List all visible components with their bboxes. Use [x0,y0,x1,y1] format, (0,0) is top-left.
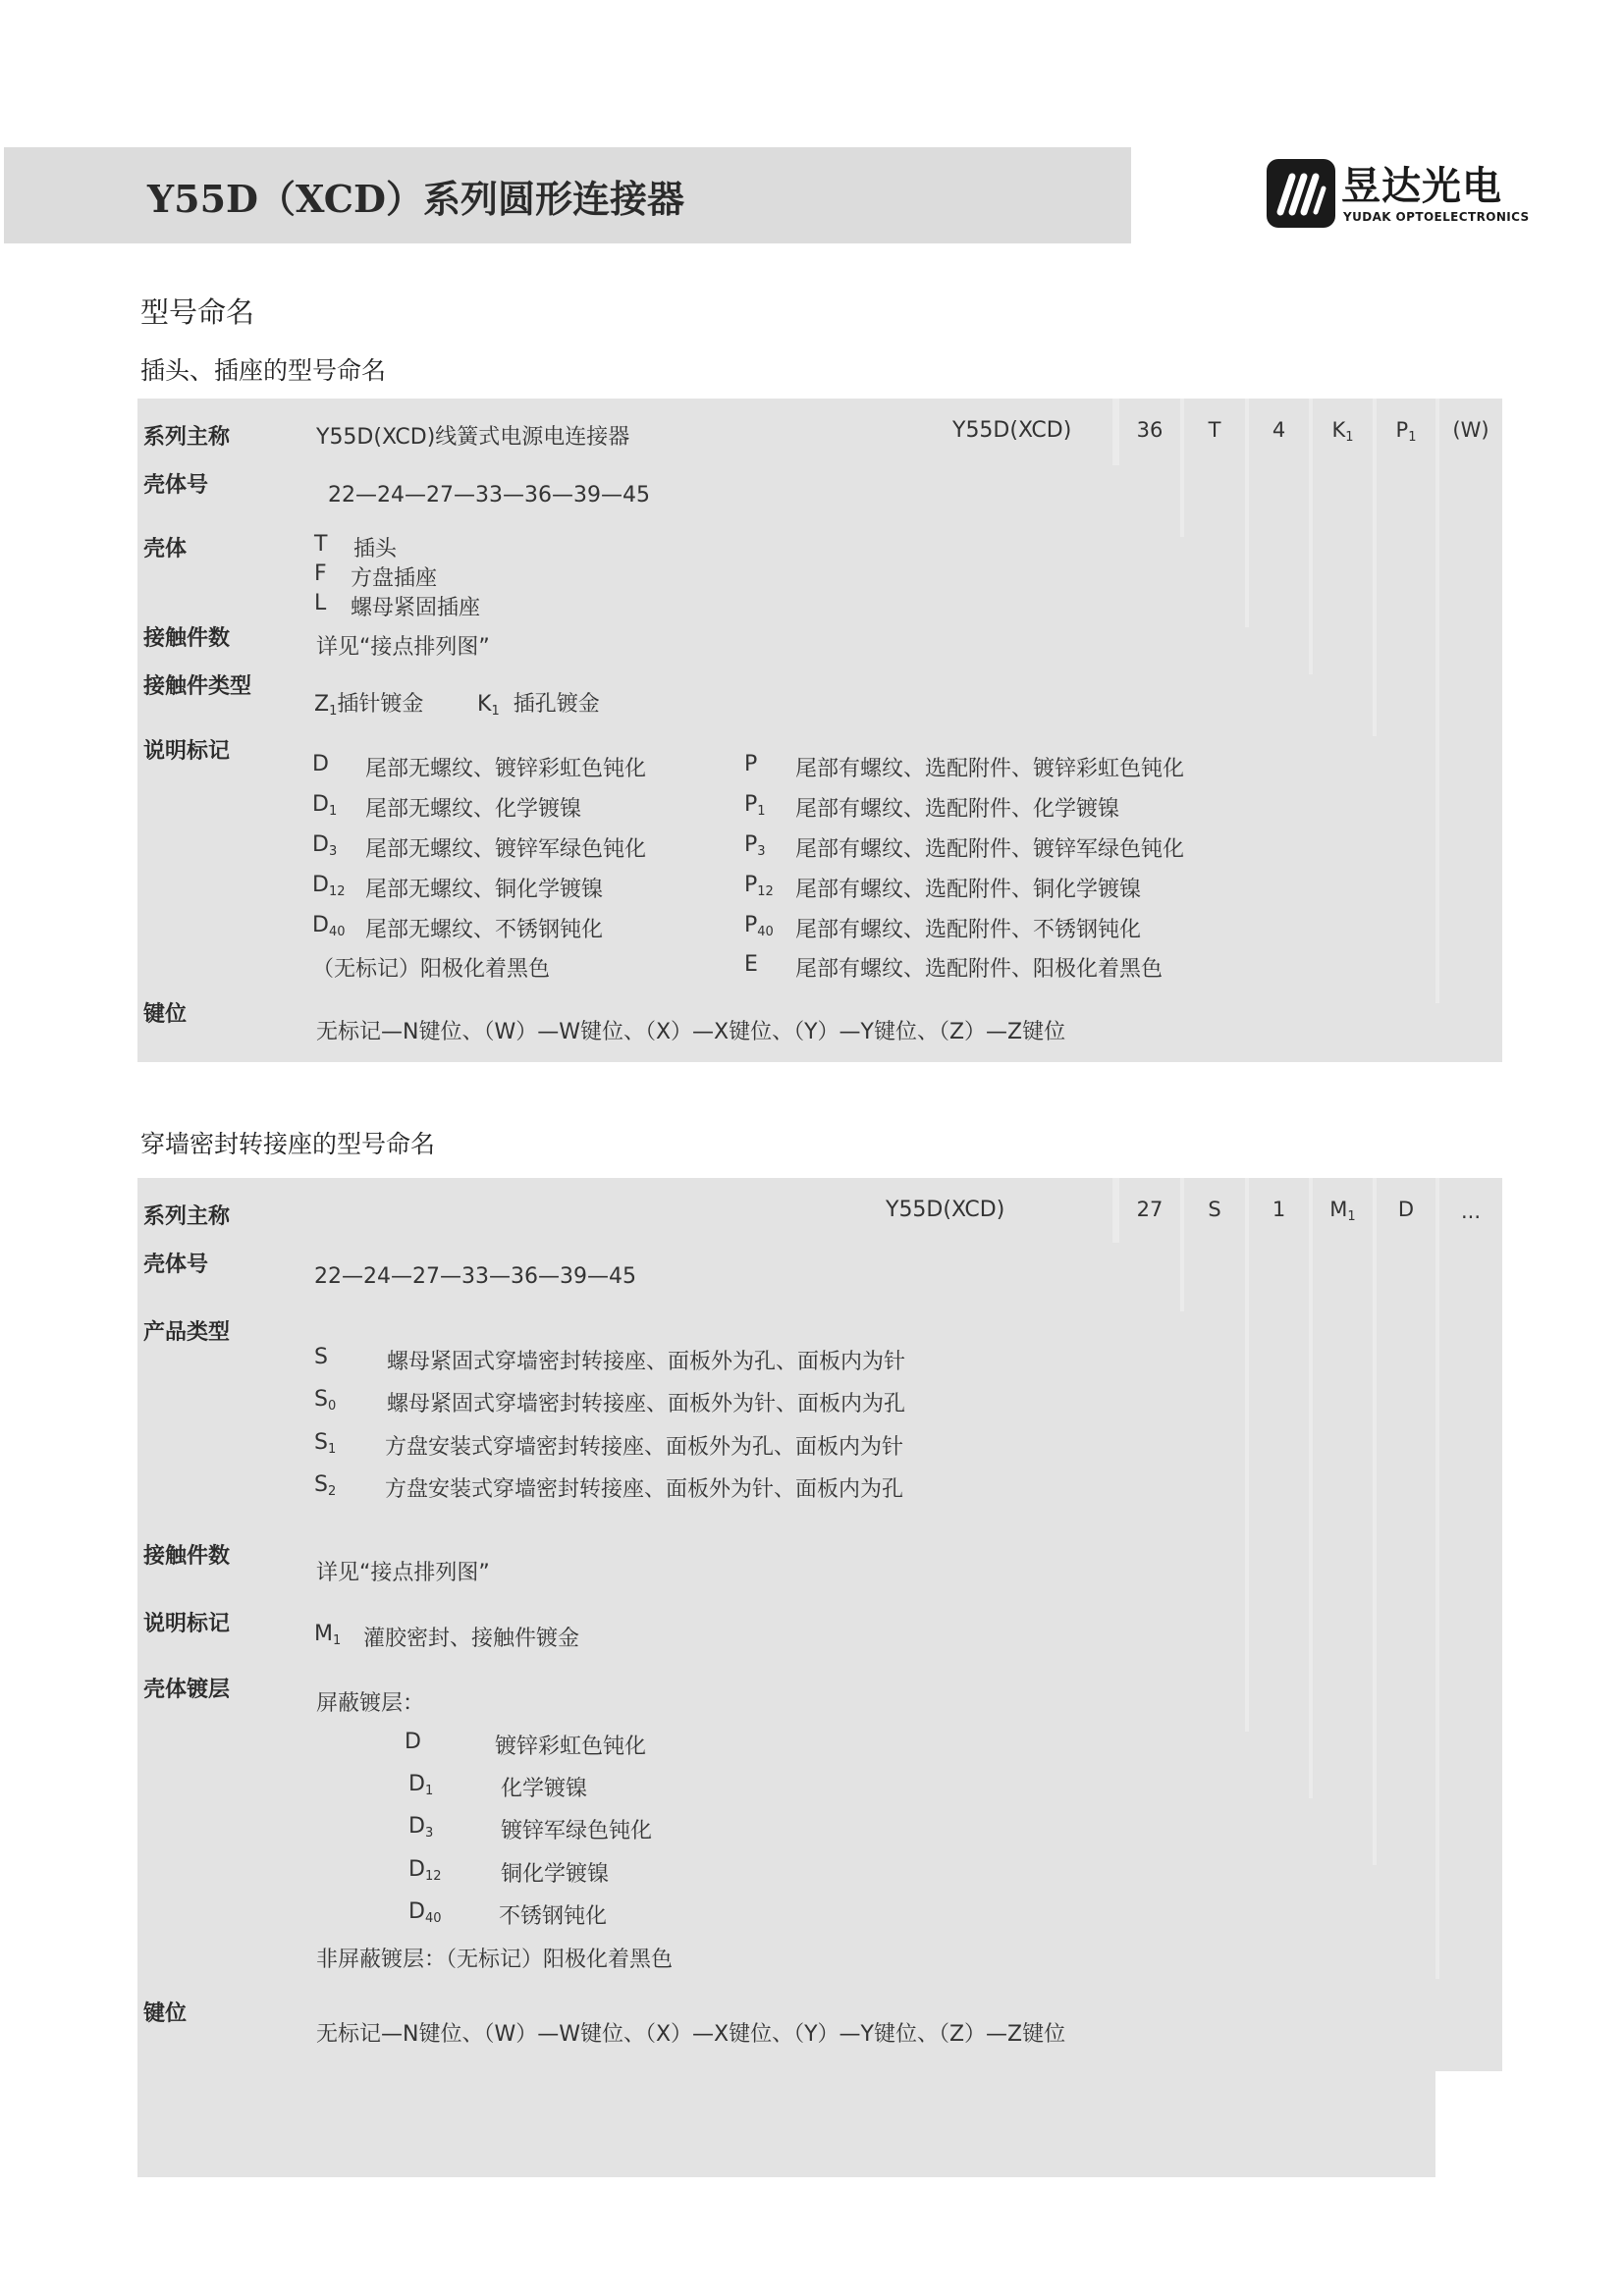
plating-code: $D_{40}$ [408,1899,442,1926]
row-label-series: 系列主称 [143,1204,231,1229]
row-label-contact-count: 接触件数 [143,626,231,651]
row-label-shell-no: 壳体号 [143,473,209,498]
series-model: Y55D(XCD) [886,1198,1005,1222]
feedthrough-naming-diagram [137,1178,1502,2071]
plating-code: D [405,1730,421,1754]
remark-text: 尾部无螺纹、镀锌军绿色钝化 [365,837,647,862]
row-label-remarks: 说明标记 [143,739,231,764]
list-item: 螺母紧固插座 [351,596,481,620]
remark-text: （无标记）阳极化着黑色 [312,957,551,982]
contact-count-value: 详见“接点排列图” [316,635,490,660]
product-type-code: $S_1$ [314,1430,337,1457]
brand-logo-icon [1267,159,1335,228]
remark-text: 尾部有螺纹、选配附件、镀锌军绿色钝化 [795,837,1185,862]
remark-code: $P_{40}$ [744,913,774,939]
row-label-contact-count: 接触件数 [143,1544,231,1569]
remark-code: $D_{12}$ [312,873,346,899]
plating-text: 镀锌军绿色钝化 [501,1819,653,1843]
feedthrough-naming-heading: 穿墙密封转接座的型号命名 [140,1130,436,1158]
plating-non-shield: 非屏蔽镀层：（无标记）阳极化着黑色 [316,1948,674,1972]
remark-code: $D_3$ [312,832,338,859]
ft-code-product-type: S [1208,1198,1221,1221]
remark-text: 尾部有螺纹、选配附件、化学镀镍 [795,797,1120,822]
row-label-remark: 说明标记 [143,1612,231,1636]
list-item: 插头 [353,537,398,561]
plating-code: $D_{12}$ [408,1857,442,1884]
contact-count-value: 详见“接点排列图” [316,1561,490,1585]
remark-text: 尾部无螺纹、镀锌彩虹色钝化 [365,757,647,781]
row-label-product-type: 产品类型 [143,1320,231,1345]
remark-code: D [312,752,329,776]
remark-text: 尾部无螺纹、不锈钢钝化 [365,918,604,942]
plating-text: 不锈钢钝化 [499,1904,608,1929]
remark-code: $P_3$ [744,832,766,859]
ft-code-plating: D [1397,1198,1415,1221]
remark-code: $D_{40}$ [312,913,346,939]
contact-type-pin: $Z_1$插针镀金 [314,692,424,719]
plug-code-shell-size: 36 [1136,418,1164,442]
plating-text: 镀锌彩虹色钝化 [495,1735,647,1759]
row-label-shell-no: 壳体号 [143,1253,209,1277]
row-label-key: 键位 [143,2002,188,2026]
list-item: L [314,591,327,615]
shell-no-values: 22—24—27—33—36—39—45 [314,1264,636,1289]
plating-code: $D_1$ [408,1772,434,1798]
remark-text: 灌胶密封、接触件镀金 [363,1627,580,1651]
row-label-key: 键位 [143,1002,188,1027]
remark-text: 尾部有螺纹、选配附件、镀锌彩虹色钝化 [795,757,1185,781]
remark-code: $D_1$ [312,792,338,819]
page-title: Y55D（XCD）系列圆形连接器 [147,177,684,221]
product-type-text: 方盘安装式穿墙密封转接座、面板外为针、面板内为孔 [385,1477,904,1502]
product-type-code: S [314,1345,328,1369]
plug-naming-heading: 插头、插座的型号命名 [140,356,387,385]
row-label-shell: 壳体 [143,537,188,561]
remark-text: 尾部有螺纹、选配附件、不锈钢钝化 [795,918,1142,942]
series-model: Y55D(XCD) [952,418,1072,443]
brand-name-en: YUDAK OPTOELECTRONICS [1343,210,1530,224]
section-title: 型号命名 [140,295,255,329]
row-label-contact-type: 接触件类型 [143,674,252,699]
key-value: 无标记—N键位、（W）—W键位、（X）—X键位、（Y）—Y键位、（Z）—Z键位 [316,1020,1066,1044]
product-type-text: 方盘安装式穿墙密封转接座、面板外为孔、面板内为针 [385,1435,904,1460]
plug-naming-diagram [137,399,1502,1062]
row-label-series: 系列主称 [143,425,231,450]
contact-type-socket: $K_1$ 插孔镀金 [477,692,600,719]
remark-code: $P_{12}$ [744,873,774,899]
list-item: 方盘插座 [351,566,438,591]
plug-code-contact-count: 4 [1272,418,1286,442]
plug-code-remark: $P_1$ [1395,418,1417,445]
list-item: F [314,561,327,586]
remark-code: $P_1$ [744,792,766,819]
ft-code-key: ... [1460,1200,1482,1223]
plug-code-shell: T [1208,418,1221,442]
product-type-code: $S_0$ [314,1387,337,1414]
product-type-text: 螺母紧固式穿墙密封转接座、面板外为孔、面板内为针 [387,1350,906,1374]
remark-code: P [744,752,758,776]
ft-code-remark: $M_1$ [1329,1198,1356,1224]
list-item: T [314,532,328,557]
remark-code: $M_1$ [314,1622,342,1648]
key-value: 无标记—N键位、（W）—W键位、（X）—X键位、（Y）—Y键位、（Z）—Z键位 [316,2022,1066,2047]
remark-text: 尾部无螺纹、化学镀镍 [365,797,582,822]
remark-text: 尾部有螺纹、选配附件、阳极化着黑色 [795,957,1164,982]
product-type-code: $S_2$ [314,1472,337,1499]
product-type-text: 螺母紧固式穿墙密封转接座、面板外为针、面板内为孔 [387,1392,906,1416]
series-description: Y55D(XCD)线簧式电源电连接器 [316,425,630,450]
remark-code: E [744,952,758,977]
plug-code-contact-type: $K_1$ [1331,418,1354,445]
ft-code-shell-size: 27 [1136,1198,1164,1221]
plating-shield-title: 屏蔽镀层： [316,1691,425,1716]
brand-name-cn: 昱达光电 [1341,164,1502,209]
plug-code-key: (W) [1452,418,1489,442]
row-label-plating: 壳体镀层 [143,1678,231,1702]
plating-code: $D_3$ [408,1814,434,1841]
plating-text: 铜化学镀镍 [501,1862,610,1887]
shell-no-values: 22—24—27—33—36—39—45 [328,483,650,507]
plating-text: 化学镀镍 [501,1777,588,1801]
remark-text: 尾部无螺纹、铜化学镀镍 [365,878,604,902]
remark-text: 尾部有螺纹、选配附件、铜化学镀镍 [795,878,1142,902]
ft-code-contact-count: 1 [1272,1198,1286,1221]
